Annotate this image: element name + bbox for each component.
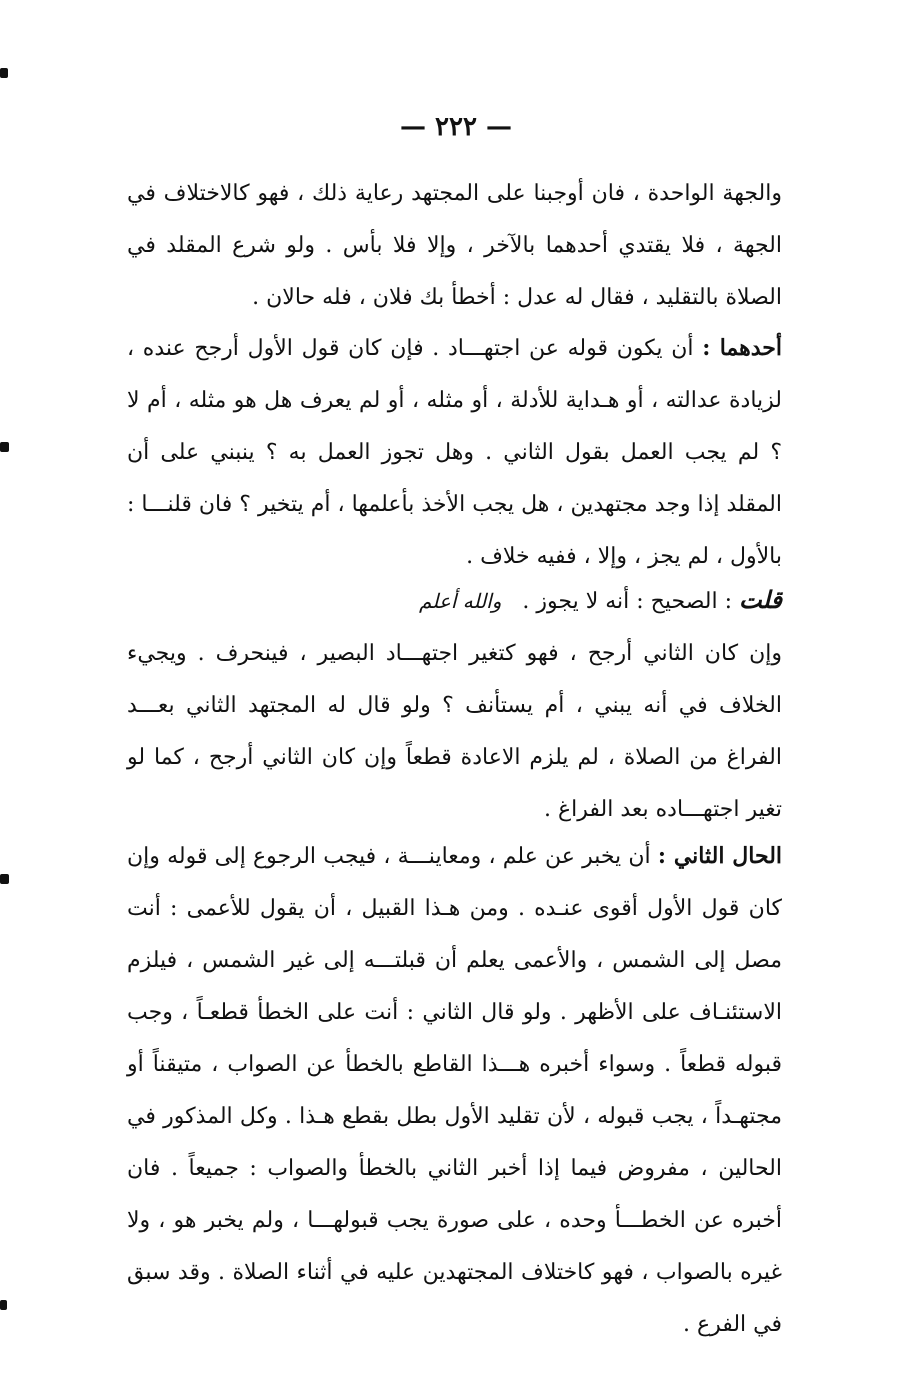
paragraph-3-text: : الصحيح : أنه لا يجوز . bbox=[522, 589, 733, 614]
paragraph-1-text: والجهة الواحدة ، فان أوجبنا على المجتهد رعاية ذلك ، فهو كالاختلاف في الجهة ، فلا يقتدي أحدهما بالآخر ، وإلا فلا بأس . ولو شرع المقلد في الصلاة بالتقليد ، فقال له عدل : أخطأ بك فلان ، فله حالان . bbox=[127, 181, 782, 310]
paragraph-1 bbox=[127, 168, 782, 324]
margin-mark-2 bbox=[0, 442, 9, 452]
paragraph-3-lead: قلت bbox=[739, 585, 782, 614]
paragraph-3 bbox=[127, 574, 782, 628]
paragraph-4 bbox=[127, 628, 782, 836]
paragraph-5-text: أن يخبر عن علم ، ومعاينـــة ، فيجب الرجوع إلى قوله وإن كان قول الأول أقوى عنـده . ومن هـذا القبيل ، أن يقول للأعمى : أنت مصل إلى الشمس ، والأعمى يعلم أن قبلتـــه إلى غير الشمس ، فيلزم الاستئنـاف على الأظهر . ولو قال الثاني : أنت على الخطأ قطعـاً ، وجب قبوله قطعاً . وسواء أخبره هـــذا القاطع بالخطأ عن الصواب ، متيقناً أو مجتهـداً ، يجب قبوله ، لأن تقليد الأول بطل بقطع هـذا . وكل المذكور في الحالين ، مفروض فيما إذا أخبر الثاني بالخطأ والصواب : جميعاً . فان أخبره عن الخطـــأ وحده ، على صورة يجب قبولهـــا ، ولم يخبر هو ، ولا غيره بالصواب ، فهو كاختلاف المجتهدين عليه في أثناء الصلاة . وقد سبق في الفرع . bbox=[127, 844, 782, 1337]
paragraph-2-lead: أحدهما : bbox=[702, 335, 782, 361]
margin-mark-3 bbox=[0, 874, 9, 884]
page-number: — ٢٢٢ — bbox=[399, 112, 513, 142]
paragraph-5 bbox=[127, 830, 782, 1351]
margin-mark-1 bbox=[0, 68, 8, 78]
margin-mark-4 bbox=[0, 1300, 7, 1310]
paragraph-4-text: وإن كان الثاني أرجح ، فهو كتغير اجتهـــاد البصير ، فينحرف . ويجيء الخلاف في أنه يبني ، أم يستأنف ؟ ولو قال له المجتهد الثاني بعـــد الفراغ من الصلاة ، لم يلزم الاعادة قطعاً وإن كان الثاني أرجح ، كما لو تغير اجتهـــاده بعد الفراغ . bbox=[127, 641, 782, 822]
paragraph-2 bbox=[127, 322, 782, 583]
handwritten-note: والله أعلم bbox=[418, 589, 502, 613]
paragraph-2-text: أن يكون قوله عن اجتهـــاد . فإن كان قول الأول أرجح عنده ، لزيادة عدالته ، أو هـداية للأدلة ، أو مثله ، أو لم يعرف هل هو مثله ، أم لا ؟ لم يجب العمل بقول الثاني . وهل تجوز العمل به ؟ ينبني على أن المقلد إذا وجد مجتهدين ، هل يجب الأخذ بأعلمها ، أم يتخير ؟ فان قلنـــا : بالأول ، لم يجز ، وإلا ، ففيه خلاف . bbox=[127, 336, 782, 569]
paragraph-5-lead: الحال الثاني : bbox=[657, 843, 783, 869]
